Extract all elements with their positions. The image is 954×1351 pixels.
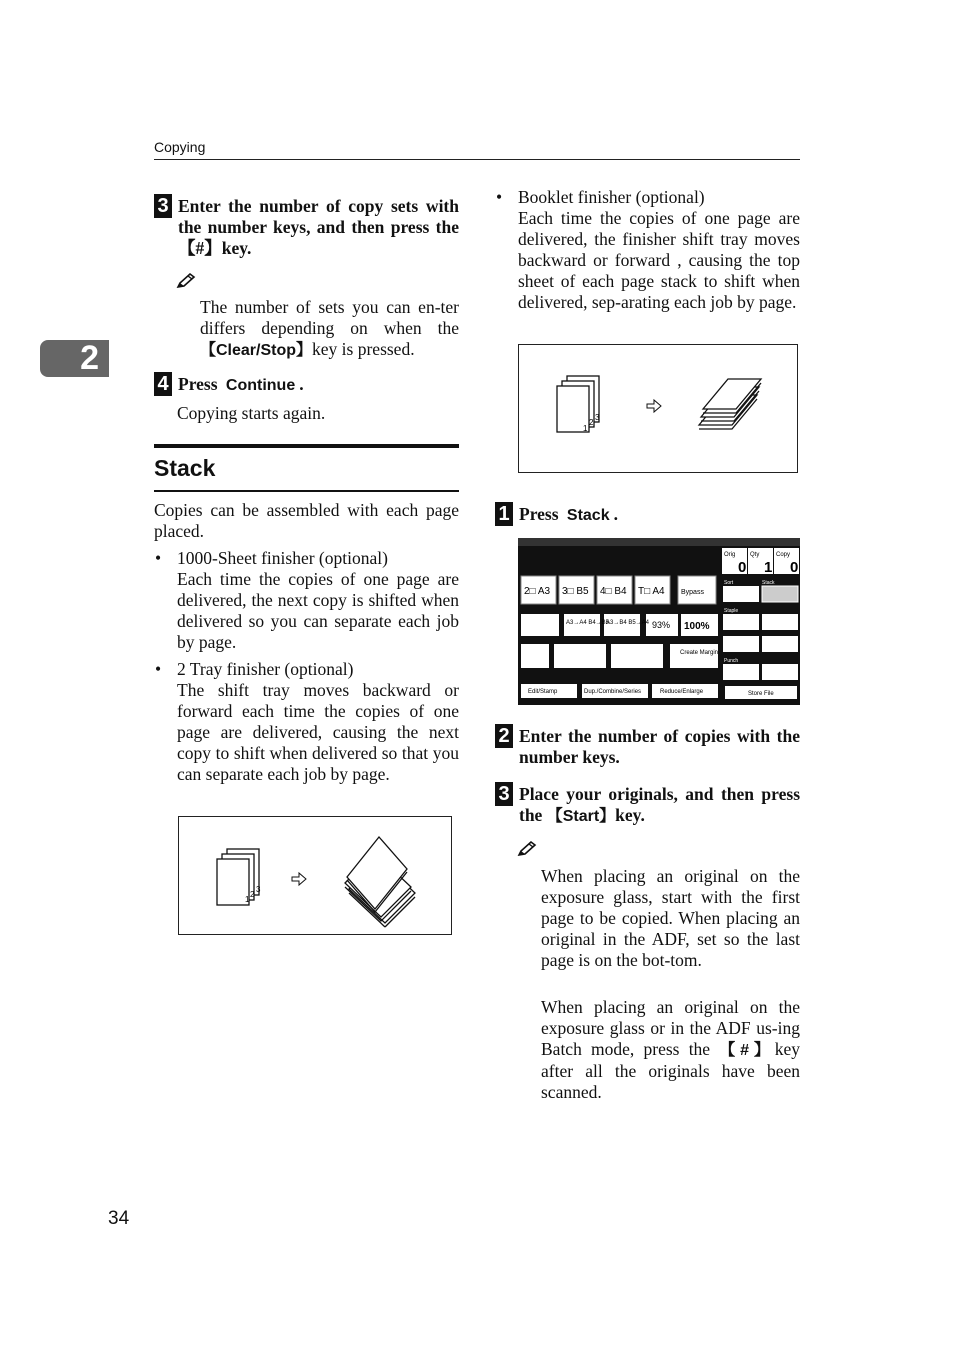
margin-key: Create Margin: [680, 650, 719, 656]
step-3-text: Enter the number of copy sets with the number keys, and then press the 【#】key.: [178, 196, 459, 258]
bullet-dot: •: [155, 659, 162, 679]
note-pencil-icon: [176, 272, 196, 290]
counter-label: Qty: [750, 552, 760, 558]
bullet-body: The shift tray moves backward or forward each time the copies of one page are delivered, causing the next copy to shift when delivered so that you can separate each job by page.: [177, 680, 459, 784]
note-text-end: key is pressed.: [312, 339, 415, 359]
page-number: 34: [108, 1208, 130, 1229]
continue-key: Continue: [225, 377, 296, 394]
start-key: 【Start】: [546, 808, 616, 825]
stack-illustration: [179, 817, 451, 934]
section-rule-top: [154, 444, 459, 448]
counter-value: 0: [790, 559, 799, 576]
paper-key: T□ A4: [638, 586, 665, 597]
section-intro: Copies can be assembled with each page placed.: [154, 500, 459, 541]
panel-display: [518, 538, 800, 705]
step-3-pre: Place your originals, and then press the: [519, 784, 800, 825]
step-number: 3: [154, 194, 172, 218]
hash-key: 【#】: [719, 1042, 775, 1059]
bullet-title: 1000-Sheet finisher (optional): [177, 548, 388, 568]
panel-label: Staple: [724, 608, 739, 614]
clear-stop-key: 【Clear/Stop】: [200, 342, 313, 359]
step-number: 3: [495, 782, 513, 806]
bullet-1000-sheet: [155, 548, 459, 653]
note-text: The number of sets you can en-ter differs depending on when the: [200, 297, 459, 338]
step-1-post: .: [613, 504, 618, 524]
bullet-2-tray: [155, 659, 459, 785]
note-text: When placing an original on the exposure glass or in the ADF us-ing Batch mode, press the: [541, 997, 800, 1059]
stack-figure-right: [518, 344, 798, 473]
running-header: Copying: [154, 139, 206, 155]
ratio-key: 100%: [684, 621, 710, 632]
bottom-tab: Reduce/Enlarge: [660, 689, 704, 695]
step-3-post: key.: [615, 805, 645, 825]
page-label: 2: [589, 418, 594, 427]
note-sets: [200, 297, 459, 361]
paper-key: 3□ B5: [562, 586, 589, 597]
bullet-body: Each time the copies of one page are delivered, the next copy is shifted when delivered so you can separate each job by page.: [177, 569, 459, 652]
stack-figure-left: [178, 816, 452, 935]
right-step-3: [495, 784, 800, 827]
stack-key: Stack: [566, 507, 610, 524]
step-3-text: [519, 784, 800, 827]
left-step-4: [154, 374, 459, 396]
paper-key: 2□ A3: [524, 586, 551, 597]
step-4-text: [178, 374, 304, 396]
right-step-2: [495, 726, 800, 768]
step-4-pre: Press: [178, 374, 222, 394]
counter-value: 0: [738, 559, 747, 576]
counter-label: Copy: [776, 552, 791, 558]
bullet-dot: •: [155, 548, 162, 568]
bottom-tab: Dup./Combine/Series: [584, 689, 642, 695]
right-step-1: [495, 504, 800, 526]
page-label: 3: [256, 885, 261, 894]
note-original-placement: When placing an original on the exposure glass, start with the first page to be copied. When placing an original in the ADF, set so the last page is on the bot-tom.: [541, 866, 800, 970]
page-label: 3: [595, 413, 600, 422]
ratio-key: A3→A4 B4→B5: [566, 620, 610, 626]
chapter-tab: 2: [40, 340, 109, 377]
note-text-end: key after all the originals have been scanned.: [541, 1039, 801, 1102]
control-panel-screen: [518, 538, 800, 705]
header-rule: [154, 159, 800, 160]
bottom-tab: Store File: [748, 691, 774, 697]
counter-value: 1: [764, 559, 773, 576]
bullet-booklet: [496, 187, 800, 313]
section-rule-bottom: [154, 490, 459, 492]
counter-label: Orig: [724, 552, 736, 558]
step-1-pre: Press: [519, 504, 563, 524]
page-label: 1: [583, 424, 588, 433]
paper-key: 4□ B4: [600, 586, 627, 597]
step-1-text: [519, 504, 618, 526]
panel-label: Stack: [762, 580, 775, 586]
ratio-key: 93%: [652, 620, 671, 630]
step-number: 4: [154, 372, 172, 396]
step-number: 1: [495, 502, 513, 526]
bullet-title: Booklet finisher (optional): [518, 187, 705, 207]
step-2-text: Enter the number of copies with the number keys.: [519, 726, 800, 767]
section-title: Stack: [154, 455, 216, 481]
bullet-dot: •: [496, 187, 503, 207]
bullet-title: 2 Tray finisher (optional): [177, 659, 354, 679]
step-4-post: .: [299, 374, 304, 394]
paper-key: Bypass: [681, 589, 704, 596]
step-4-body: Copying starts again.: [177, 403, 326, 423]
panel-label: Punch: [724, 658, 739, 664]
step-number: 2: [495, 724, 513, 748]
left-step-3: [154, 196, 459, 259]
ratio-key: A3→B4 B5→A4: [606, 620, 650, 626]
booklet-stack-illustration: [519, 345, 797, 472]
bottom-tab: Edit/Stamp: [528, 689, 558, 695]
panel-label: Sort: [724, 580, 734, 586]
bullet-body: Each time the copies of one page are delivered, the finisher shift tray moves backward or forward , causing the top sheet of each page stack to shift when delivered, sep-arating each job by page.: [518, 208, 800, 312]
page-label: 2: [250, 890, 255, 899]
page-label: 1: [245, 895, 250, 904]
note-pencil-icon: [517, 840, 537, 858]
note-batch-mode: [541, 997, 800, 1103]
